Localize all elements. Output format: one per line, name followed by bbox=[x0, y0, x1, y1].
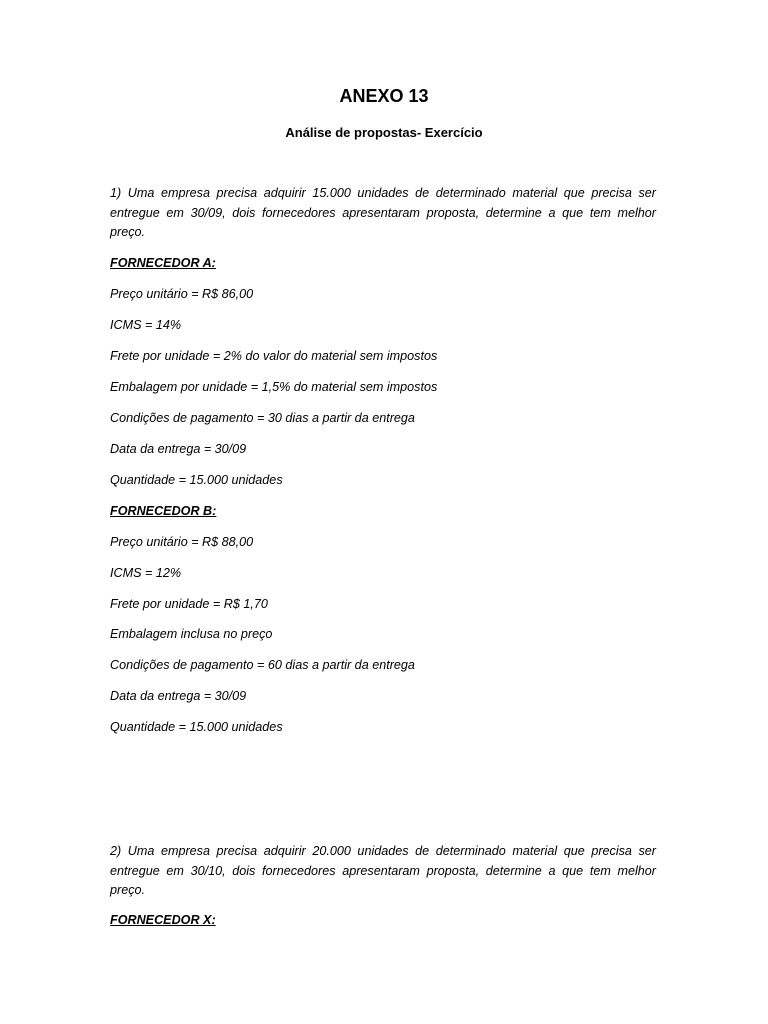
supplier-a-heading: FORNECEDOR A: bbox=[110, 256, 216, 270]
page-subtitle: Análise de propostas- Exercício bbox=[285, 125, 483, 140]
supplier-b-item: Preço unitário = R$ 88,00 bbox=[110, 535, 254, 549]
supplier-b-item: Condições de pagamento = 60 dias a partir da entrega bbox=[110, 658, 415, 672]
supplier-b-heading: FORNECEDOR B: bbox=[110, 504, 217, 518]
exercise-1-statement: 1) Uma empresa precisa adquirir 15.000 unidades de determinado material que precisa ser entregue em 30/09, dois fornecedores apresentaram proposta, determine a que tem melhor preço. bbox=[110, 186, 656, 239]
supplier-a-item: Embalagem por unidade = 1,5% do material sem impostos bbox=[110, 380, 438, 394]
supplier-a-item: Quantidade = 15.000 unidades bbox=[110, 473, 283, 487]
supplier-a-item: Preço unitário = R$ 86,00 bbox=[110, 287, 254, 301]
supplier-b-item: Quantidade = 15.000 unidades bbox=[110, 720, 283, 734]
page-title: ANEXO 13 bbox=[339, 86, 429, 106]
supplier-a-item: ICMS = 14% bbox=[110, 318, 182, 332]
supplier-a-item: Data da entrega = 30/09 bbox=[110, 442, 247, 456]
supplier-b-item: ICMS = 12% bbox=[110, 566, 182, 580]
supplier-b-item: Frete por unidade = R$ 1,70 bbox=[110, 597, 268, 611]
supplier-x-heading: FORNECEDOR X: bbox=[110, 913, 216, 927]
supplier-b-item: Data da entrega = 30/09 bbox=[110, 689, 247, 703]
supplier-a-item: Condições de pagamento = 30 dias a partir da entrega bbox=[110, 411, 415, 425]
exercise-2-statement: 2) Uma empresa precisa adquirir 20.000 unidades de determinado material que precisa ser entregue em 30/10, dois fornecedores apresentaram proposta, determine a que tem melhor preço. bbox=[110, 844, 656, 897]
supplier-a-item: Frete por unidade = 2% do valor do material sem impostos bbox=[110, 349, 438, 363]
supplier-b-item: Embalagem inclusa no preço bbox=[110, 627, 273, 641]
